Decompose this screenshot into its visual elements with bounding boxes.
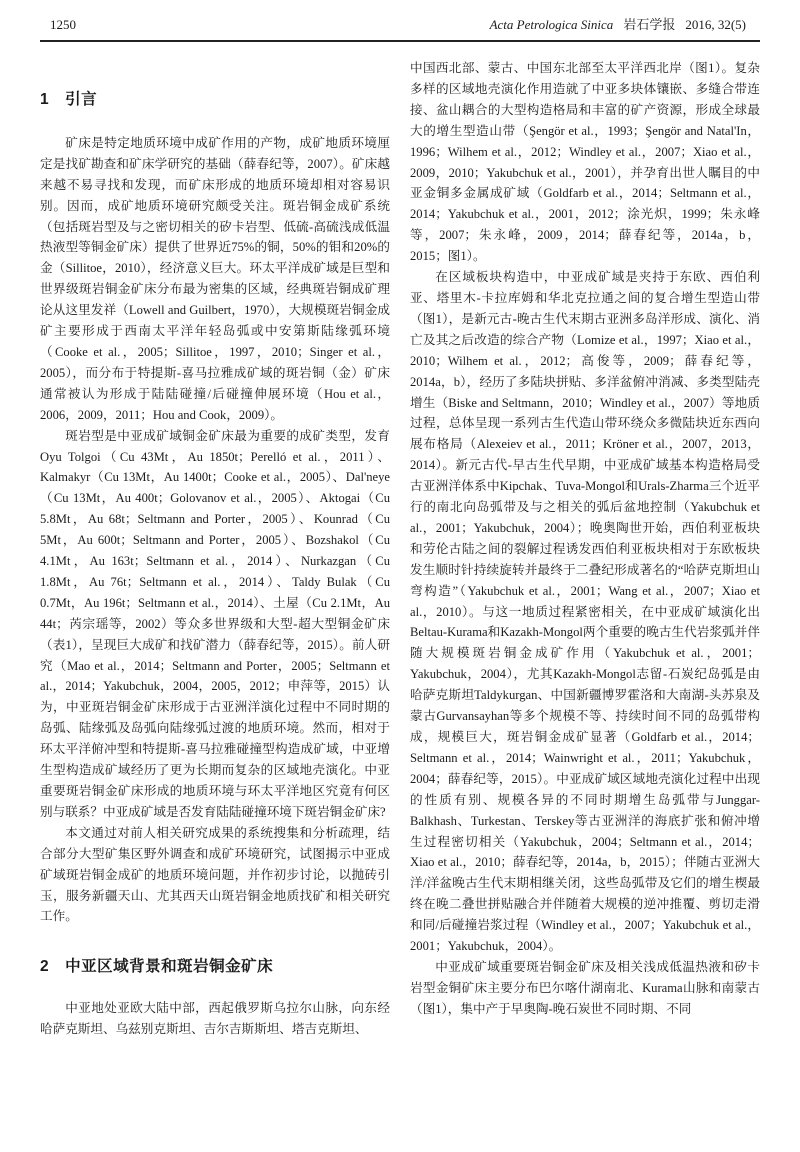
section2-paragraph-2: 在区域板块构造中，中亚成矿域是夹持于东欧、西伯利亚、塔里木-卡拉库姆和华北克拉通之间的复合增生型造山带（图1），是新元古-晚古生代末期古亚洲多岛洋形成、演化、消亡及其之后改造的综合产物（Lomize et al.，1997；Xiao et al.，2010；Wilhem et al.，2012；高俊等，2009；薛春纪等，2014a，b），经历了多陆块拼贴、多洋盆俯冲消减、多类型陆壳增生（Biske and Seltmann，2010；Windley et al.，2007）等地质过程，总体呈现一系列古生代造山带环绕众多微陆块近东西向展布格局（Alexeiev et al.，2011；Kröner et al.，2007，2013，2014）。新元古代-早古生代早期，中亚成矿域基本构造格局受古亚洲洋体系中Kipchak、Tuva-Mongol和Urals-Zharma三个近平行的南北向岛弧带及与之相关的弧后盆地控制（Yakubchuk et al.，2001；Yakubchuk，2004）；晚奥陶世开始，西伯利亚板块和劳伦古陆之间的裂解过程诱发西伯利亚板块相对于东欧板块发生顺时针持续旋转并最终于二叠纪形成著名的“哈萨克斯坦山弯构造”（Yakubchuk et al.，2001；Wang et al.，2007；Xiao et al.，2010）。与这一地质过程紧密相关，在中亚成矿域演化出Beltau-Kurama和Kazakh-Mongol两个重要的晚古生代岩浆弧并伴随大规模斑岩铜金成矿作用（Yakubchuk et al.，2001；Yakubchuk，2004），尤其Kazakh-Mongol志留-石炭纪岛弧是由哈萨克斯坦Taldykurgan、中国新疆博罗霍洛和大南湖-头苏泉及蒙古Gurvansayhan等多个规模不等、持续时间不同的岛弧带构成，规模巨大，斑岩铜金成矿显著（Goldfarb et al.，2014；Seltmann et al.，2014；Wainwright et al.，2011；Yakubchuk，2004；薛春纪等，2015）。中亚成矿域区域地壳演化过程中出现的性质有别、规模各异的不同时期增生岛弧带与Junggar-Balkhash、Turkestan、Terskey等古亚洲洋的海底扩张和俯冲增生过程密切相关（Yakubchuk，2004；Seltmann et al.，2014；Xiao et al.，2010；薛春纪等，2014a，b，2015）；伴随古亚洲大洋/洋盆晚古生代末期相继关闭，这些岛弧带及它们的增生楔最终在晚二叠世拼贴融合并伴随着大规模的逆冲推覆、剪切走滑和同/后碰撞岩浆过程（Windley et al.，2007；Yakubchuk et al.，2001；Yakubchuk，2004）。	[410, 270, 760, 954]
intro-paragraph-1: 矿床是特定地质环境中成矿作用的产物，成矿地质环境厘定是找矿勘查和矿床学研究的基础（薛春纪等，2007）。矿床越来越不易寻找和发现，而矿床形成的地质环境却相对容易识别。因而，成矿地质环境研究颇受关注。斑岩铜金成矿系统（包括斑岩型及与之密切相关的矽卡岩型、低硫-高硫浅成低温热液型等铜金矿床）提供了世界近75%的铜，50%的钼和20%的金（Sillitoe，2010），经济意义巨大。环太平洋成矿域是巨型和世界级斑岩铜金矿床分布最为密集的区域，经典斑岩铜成矿理论从这里发祥（Lowell and Guilbert，1970），大规模斑岩铜金成矿主要形成于西南太平洋年轻岛弧或中安第斯陆缘弧环境（Cooke et al.，2005；Sillitoe，1997，2010；Singer et al.，2005），而分布于特提斯-喜马拉雅成矿域的斑岩铜（金）矿床通常被认为形成于陆陆碰撞/后碰撞伸展环境（Hou et al.，2006，2009，2011；Hou and Cook，2009）。	[40, 135, 390, 422]
left-column	[40, 58, 390, 1040]
running-head	[50, 14, 746, 33]
section2-paragraph-1-continued: 中国西北部、蒙古、中国东北部至太平洋西北岸（图1）。复杂多样的区域地壳演化作用造就了中亚多块体镶嵌、多缝合带连接、盆山耦合的大型构造格局和丰富的矿产资源，形成全球最大的增生型造山带（Şengör et al.，1993；Şengör and Natal'In，1996；Wilhem et al.，2012；Windley et al.，2007；Xiao et al.，2009，2010；Yakubchuk et al.，2001），并孕育出世人瞩目的中亚金铜多金属成矿域（Goldfarb et al.，2014；Seltmann et al.，2014；Yakubchuk et al.，2001，2012；涂光炽，1999；朱永峰等，2007；朱永峰，2009，2014；薛春纪等，2014a，b，2015；图1）。	[410, 61, 760, 264]
intro-paragraph-2: 斑岩型是中亚成矿域铜金矿床最为重要的成矿类型，发育Oyu Tolgoi（Cu 43Mt，Au 1850t；Perelló et al.，2011）、Kalmakyr（Cu 13Mt，Au 1400t；Cooke et al.，2005）、Dal'neye（Cu 13Mt，Au 400t；Golovanov et al.，2005）、Aktogai（Cu 5.8Mt，Au 68t；Seltmann and Porter，2005）、Kounrad（Cu 5Mt，Au 600t；Seltmann and Porter，2005）、Bozshakol（Cu 4.1Mt，Au 163t；Seltmann et al.，2014）、Nurkazgan（Cu 1.8Mt，Au 76t；Seltmann et al.，2014）、Taldy Bulak（Cu 0.7Mt，Au 196t；Seltmann et al.，2014）、土屋（Cu 2.1Mt，Au 44t；芮宗瑶等，2002）等众多世界级和大型-超大型铜金矿床（表1），呈现巨大成矿和找矿潜力（薛春纪等，2015）。前人研究（Mao et al.，2014；Seltmann and Porter，2005；Seltmann et al.，2014；Yakubchuk，2004，2005，2012；申萍等，2015）认为，中亚斑岩铜金矿床形成于古亚洲洋演化过程中不同时期的岛弧、陆缘弧及岛弧向陆缘弧过渡的地质环境。然而，相对于环太平洋俯冲型和特提斯-喜马拉雅碰撞型构造成矿域，中亚增生型构造成矿域经历了更为长期而复杂的区域地壳演化。中亚重要斑岩铜金矿床形成的地质环境与环太平洋地区究竟有何区别与联系？中亚成矿域是否发育陆陆碰撞环境下斑岩铜金矿床?	[40, 428, 390, 819]
journal-title-latin: Acta Petrologica Sinica	[489, 17, 614, 32]
page-number: 1250	[50, 17, 76, 32]
section-2-heading: 2 中亚区域背景和斑岩铜金矿床	[40, 958, 274, 976]
header-rule	[40, 40, 760, 42]
section2-paragraph-1: 中亚地处亚欧大陆中部，西起俄罗斯乌拉尔山脉，向东经哈萨克斯坦、乌兹别克斯坦、吉尔吉斯斯坦、塔吉克斯坦、	[40, 1001, 390, 1037]
text-columns	[40, 58, 760, 1040]
journal-title-line	[490, 14, 746, 33]
intro-paragraph-3: 本文通过对前人相关研究成果的系统搜集和分析疏理，结合部分大型矿集区野外调查和成矿环境研究，试图揭示中亚成矿域斑岩铜金成矿的地质环境问题，并作初步讨论，以抛砖引玉，服务新疆天山、尤其西天山斑岩铜金地质找矿和相关研究工作。	[40, 825, 390, 924]
section2-paragraph-3: 中亚成矿域重要斑岩铜金矿床及相关浅成低温热液和矽卡岩型金铜矿床主要分布巴尔喀什湖南北、Kurama山脉和南蒙古（图1），集中产于早奥陶-晚石炭世不同时期、不同	[410, 959, 760, 1016]
right-column	[410, 58, 760, 1040]
issue-info: 2016, 32(5)	[685, 17, 746, 32]
section-1-heading: 1 引言	[40, 91, 98, 108]
journal-title-cn: 岩石学报	[623, 17, 676, 32]
